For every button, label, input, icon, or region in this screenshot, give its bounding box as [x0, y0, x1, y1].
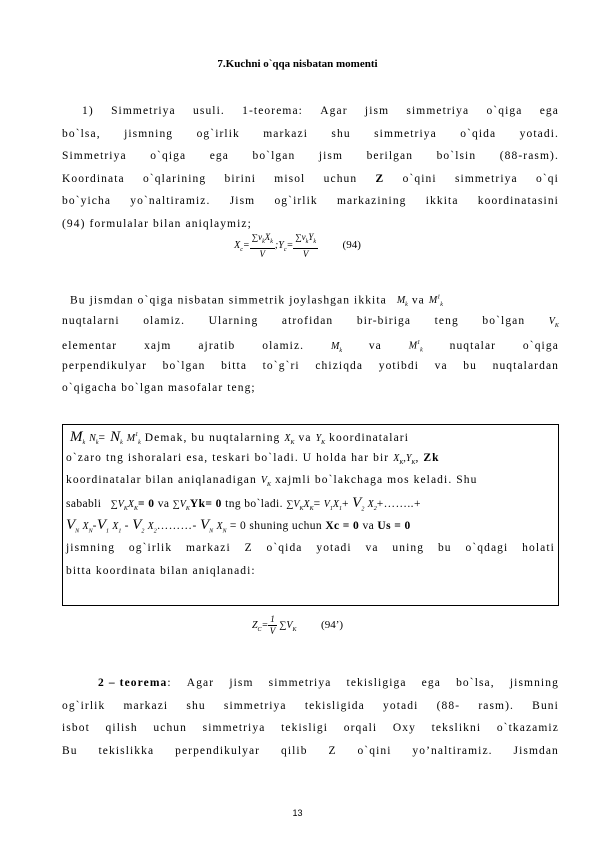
text: perpendikulyar	[62, 359, 148, 372]
text: bo`lsin	[436, 150, 477, 163]
math: Y	[278, 240, 284, 252]
math: N	[110, 428, 121, 445]
math: K	[411, 459, 416, 466]
text: va	[434, 359, 448, 372]
text: 1)	[82, 105, 94, 117]
math: M	[408, 340, 418, 352]
text: Ularning	[208, 314, 259, 327]
text: simmetriya	[374, 127, 437, 140]
math: K	[309, 505, 314, 512]
text: Bu jismdan o`qiga nisbatan simmetrik joylashgan ikkita	[70, 294, 387, 307]
text: yo`naltiramiz.	[130, 195, 211, 208]
math: M	[70, 428, 83, 445]
text: Koordinata	[62, 172, 125, 185]
text: Z	[328, 744, 337, 757]
math: ∑V	[110, 498, 124, 510]
text: bo`lgan	[482, 314, 526, 327]
text: bo`yicha	[62, 195, 112, 208]
math: +……..+	[376, 497, 421, 510]
math: 1	[329, 505, 333, 512]
math: X	[216, 521, 223, 533]
math: K	[266, 482, 271, 489]
math: V	[548, 315, 555, 327]
formula-94-prime	[0, 614, 595, 637]
text: simmetriya	[268, 677, 332, 689]
p3-line-3	[62, 717, 559, 740]
text: usuli.	[193, 105, 225, 117]
math: K	[321, 439, 326, 446]
text: xajmli bo`lakchaga mos keladi. Shu	[274, 474, 478, 487]
math: k	[305, 238, 309, 245]
text: simmetriya	[454, 172, 518, 185]
math: 1	[338, 505, 342, 512]
text: o`qiga	[486, 105, 523, 117]
math: K	[134, 505, 139, 512]
math: 1	[106, 528, 109, 535]
text: Jismdan	[513, 744, 559, 757]
math: V	[352, 494, 362, 511]
text: chiziqda	[315, 359, 364, 372]
math: -	[92, 520, 97, 533]
text: og`irlik	[62, 699, 106, 712]
text: va	[365, 541, 379, 554]
math: V	[132, 517, 142, 534]
text: o`qini	[402, 172, 437, 185]
text: misol	[274, 172, 306, 185]
text: bo`lsa,	[456, 677, 495, 689]
text: o`qiga	[522, 339, 559, 352]
math: X	[234, 240, 241, 252]
text: og`irlik	[274, 195, 318, 208]
p2-line-5: o`qigacha bo`lgan masofalar teng;	[62, 382, 256, 395]
text: koordinatalar bilan aniqlanadigan	[66, 474, 257, 487]
p1-line-1	[62, 100, 559, 123]
text: qilib	[280, 744, 308, 757]
text: markazining	[336, 195, 407, 208]
math: k	[120, 440, 123, 447]
math: ∑V	[286, 498, 300, 510]
text: markazi	[186, 541, 231, 554]
box-line-1	[66, 424, 557, 447]
text: jism	[364, 105, 390, 117]
p2-line-3	[62, 332, 559, 355]
math: Z	[251, 619, 258, 631]
text: shu	[331, 127, 351, 140]
math: -	[124, 520, 129, 533]
p1-line-5	[62, 190, 559, 213]
formula-94: $X_c=$ $\frac{\sum v_kX_k}{V}$ $;Y_c=$ $\frac{\sum v_kY_k}{V}$ (94)	[234, 232, 361, 259]
math: N	[209, 528, 214, 535]
text: yotadi	[383, 699, 419, 712]
math: 1	[417, 340, 421, 347]
math: N	[89, 432, 96, 444]
text: (88-rasm).	[499, 150, 559, 163]
p3-line-1: 2 – teorema: Agar jism simmetriya tekisligiga ega bo`lsa, jismning	[62, 672, 559, 695]
text: = 0 shuning uchun	[229, 520, 323, 533]
math: k	[420, 347, 423, 354]
math: M	[330, 340, 340, 352]
text: og`irlik	[128, 541, 173, 554]
text: elementar	[62, 339, 118, 352]
p3-line-4	[62, 740, 559, 763]
math: X	[112, 521, 119, 533]
math: =	[98, 431, 107, 444]
p1-line-2	[62, 123, 559, 146]
math: 2	[153, 528, 157, 535]
text: yotibdi	[378, 359, 420, 372]
math: M	[126, 432, 136, 444]
math: 1	[135, 432, 139, 438]
math: V	[199, 517, 210, 534]
text: jismning	[509, 677, 559, 689]
math: N	[88, 528, 93, 535]
text: Buni	[532, 699, 559, 712]
text: bo`lsa,	[62, 127, 101, 140]
text: o`qini	[357, 744, 392, 757]
math: 2	[361, 506, 365, 513]
text: xajm	[144, 339, 172, 352]
text: qilish	[105, 722, 138, 735]
math: Y	[315, 432, 322, 444]
math: V	[302, 248, 309, 259]
paragraph-2	[62, 287, 559, 400]
text: orqali	[343, 722, 378, 735]
text: Simmetriya	[111, 105, 176, 117]
text: shu	[186, 699, 206, 712]
p2-line-1	[62, 287, 559, 310]
text: yotadi.	[519, 127, 559, 140]
math: k	[339, 347, 342, 354]
text: uchun	[153, 722, 187, 735]
p1-line-4	[62, 168, 559, 191]
text: Simmetriya	[62, 150, 127, 163]
math: M	[428, 295, 438, 307]
math: N	[222, 528, 227, 535]
math: V	[66, 517, 76, 534]
text: va	[368, 339, 382, 352]
text: markazi	[263, 127, 308, 140]
math: +	[341, 497, 349, 510]
math: V	[259, 248, 266, 259]
text: simmetriya	[223, 699, 287, 712]
text: ega	[209, 150, 229, 163]
text: ikkita	[425, 195, 459, 208]
text: simmetriya	[202, 722, 266, 735]
math: X	[82, 521, 89, 533]
text: Agar	[186, 677, 215, 689]
text: va	[411, 294, 425, 307]
text: atrofidan	[281, 314, 334, 327]
text: yo’naltiramiz.	[412, 744, 493, 757]
p2-line-4	[62, 355, 559, 378]
text: o`qiga	[150, 150, 187, 163]
paragraph-1	[62, 100, 559, 236]
text: o`qida	[266, 541, 303, 554]
box-line-4	[66, 492, 557, 515]
math: X	[147, 521, 154, 533]
text: tekisligiga	[346, 677, 407, 689]
math: c	[240, 247, 243, 254]
math: k	[270, 238, 273, 245]
p1-line-6: (94) formulalar bilan aniqlaymiz;	[62, 217, 252, 230]
text: va	[157, 497, 170, 510]
text: (88-	[436, 699, 461, 712]
text: Z	[244, 541, 253, 554]
math: k	[95, 440, 99, 447]
math: k	[82, 440, 86, 447]
math: Xc = 0	[325, 520, 360, 533]
math: k	[138, 440, 141, 447]
math: X	[332, 498, 339, 510]
text: jismning	[66, 541, 116, 554]
text: bo`lgan	[162, 359, 206, 372]
math: Zk	[423, 451, 440, 464]
text: bo`lgan	[252, 150, 296, 163]
math: 1	[437, 295, 441, 301]
text: 1-teorema:	[242, 105, 303, 117]
p3-line-2	[62, 695, 559, 718]
text: jism	[229, 677, 254, 689]
math: ∑v	[295, 232, 306, 242]
math: ,	[403, 452, 406, 464]
text: Agar	[320, 105, 348, 117]
math: K	[290, 439, 295, 446]
axis-z-label: Z	[375, 172, 385, 185]
math: V	[323, 498, 330, 510]
text: nuqtalarni	[62, 314, 120, 327]
section-title: 7.Kuchni o`qqa nisbatan momenti	[217, 58, 378, 70]
math: k	[440, 302, 443, 309]
math: 1	[118, 528, 122, 535]
text: va	[298, 431, 312, 444]
text: tekslikni	[431, 722, 482, 735]
text: o`qdagi	[465, 541, 509, 554]
math: ∑v	[251, 232, 263, 242]
text: simmetriya	[406, 105, 470, 117]
text: uchun	[323, 172, 358, 185]
fraction	[293, 232, 318, 260]
math: ∑V	[279, 619, 293, 631]
math: k	[405, 302, 408, 309]
math: Us = 0	[377, 520, 411, 533]
text: olamiz.	[143, 314, 186, 327]
text: koordinatasini	[477, 195, 559, 208]
text: perpendikulyar	[175, 744, 261, 757]
box-line-2	[66, 447, 557, 470]
equation-number: (94)	[342, 239, 361, 252]
p1-line-3	[62, 145, 559, 168]
math: c	[283, 247, 287, 254]
text: og`irlik	[196, 127, 240, 140]
text: jismning	[124, 127, 174, 140]
math: N	[75, 528, 80, 535]
box-line-5	[66, 514, 557, 537]
math: Yk= 0	[189, 497, 222, 510]
math: 2	[141, 528, 145, 535]
text: va	[362, 520, 375, 533]
math: =	[261, 619, 269, 631]
text: tekisligida	[304, 699, 365, 712]
text: bu	[463, 359, 477, 372]
fraction: $\frac{1}{V}$	[269, 614, 276, 636]
math: M	[396, 295, 406, 307]
text: Bu	[62, 744, 78, 757]
math: X	[303, 498, 310, 510]
math: K	[292, 626, 297, 633]
text: bu	[437, 541, 452, 554]
math: K	[185, 505, 190, 512]
text: markazi	[123, 699, 169, 712]
text: o`qi	[535, 172, 559, 185]
math: k	[313, 238, 317, 245]
boxed-proof-text	[66, 424, 557, 582]
math: K	[299, 505, 304, 512]
text: olamiz.	[262, 339, 305, 352]
text: Oxy	[392, 722, 416, 735]
text: o`zaro tng ishoralari esa, teskari bo`ladi. U holda har bir	[66, 451, 390, 464]
text: holati	[522, 541, 555, 554]
equation-number: (94’)	[321, 618, 344, 631]
fraction	[250, 232, 275, 260]
text: ega	[539, 105, 559, 117]
text: isbot	[62, 722, 90, 735]
paragraph-3	[62, 672, 559, 762]
math: V	[96, 517, 106, 534]
text: nuqtalardan	[492, 359, 559, 372]
page-number: 13	[292, 808, 303, 818]
text: koordinatalari	[329, 431, 410, 444]
theorem-label: 2 – teorema	[98, 677, 168, 689]
text: yotadi	[316, 541, 352, 554]
math: K	[123, 505, 128, 512]
math: =	[313, 497, 321, 510]
text: bir-biriga	[356, 314, 412, 327]
box-line-3	[66, 469, 557, 492]
text: ajratib	[198, 339, 236, 352]
box-line-6	[66, 537, 557, 560]
math: X	[367, 498, 374, 510]
text: o`qida	[460, 127, 497, 140]
text: nuqtalar	[449, 339, 497, 352]
text: sababli	[66, 497, 102, 510]
math: k	[262, 238, 265, 245]
text: tng bo`ladi.	[225, 497, 283, 510]
text: bitta	[221, 359, 248, 372]
math: Y	[405, 452, 412, 464]
math: ∑V	[172, 498, 186, 510]
box-line-7: bitta koordinata bilan aniqlanadi:	[66, 564, 256, 577]
text: to`g`ri	[262, 359, 300, 372]
text: uning	[392, 541, 425, 554]
math: X	[264, 232, 271, 242]
math: Y	[308, 232, 314, 242]
math: C	[257, 626, 262, 633]
math: ………-	[156, 520, 197, 533]
math: ,	[415, 451, 420, 464]
text: Demak, bu nuqtalarning	[144, 431, 281, 444]
math: X	[127, 498, 135, 510]
text: jism	[318, 150, 344, 163]
math: X	[284, 432, 291, 444]
text: rasm).	[478, 699, 514, 712]
text: o`qlarining	[143, 172, 207, 185]
text: birini	[224, 172, 257, 185]
math: K	[554, 322, 559, 329]
p2-line-2	[62, 310, 559, 333]
text: ega	[421, 677, 441, 689]
math: V	[260, 475, 267, 487]
text: tekislikka	[98, 744, 155, 757]
math: 2	[373, 505, 377, 512]
text: o`tkazamiz	[496, 722, 559, 735]
text: berilgan	[366, 150, 414, 163]
text: Jism	[229, 195, 256, 208]
math: K	[399, 459, 404, 466]
math: = 0	[138, 497, 155, 510]
text: tekisligi	[281, 722, 329, 735]
math: X	[393, 452, 400, 464]
math: ;	[274, 240, 279, 252]
text: teng	[434, 314, 459, 327]
